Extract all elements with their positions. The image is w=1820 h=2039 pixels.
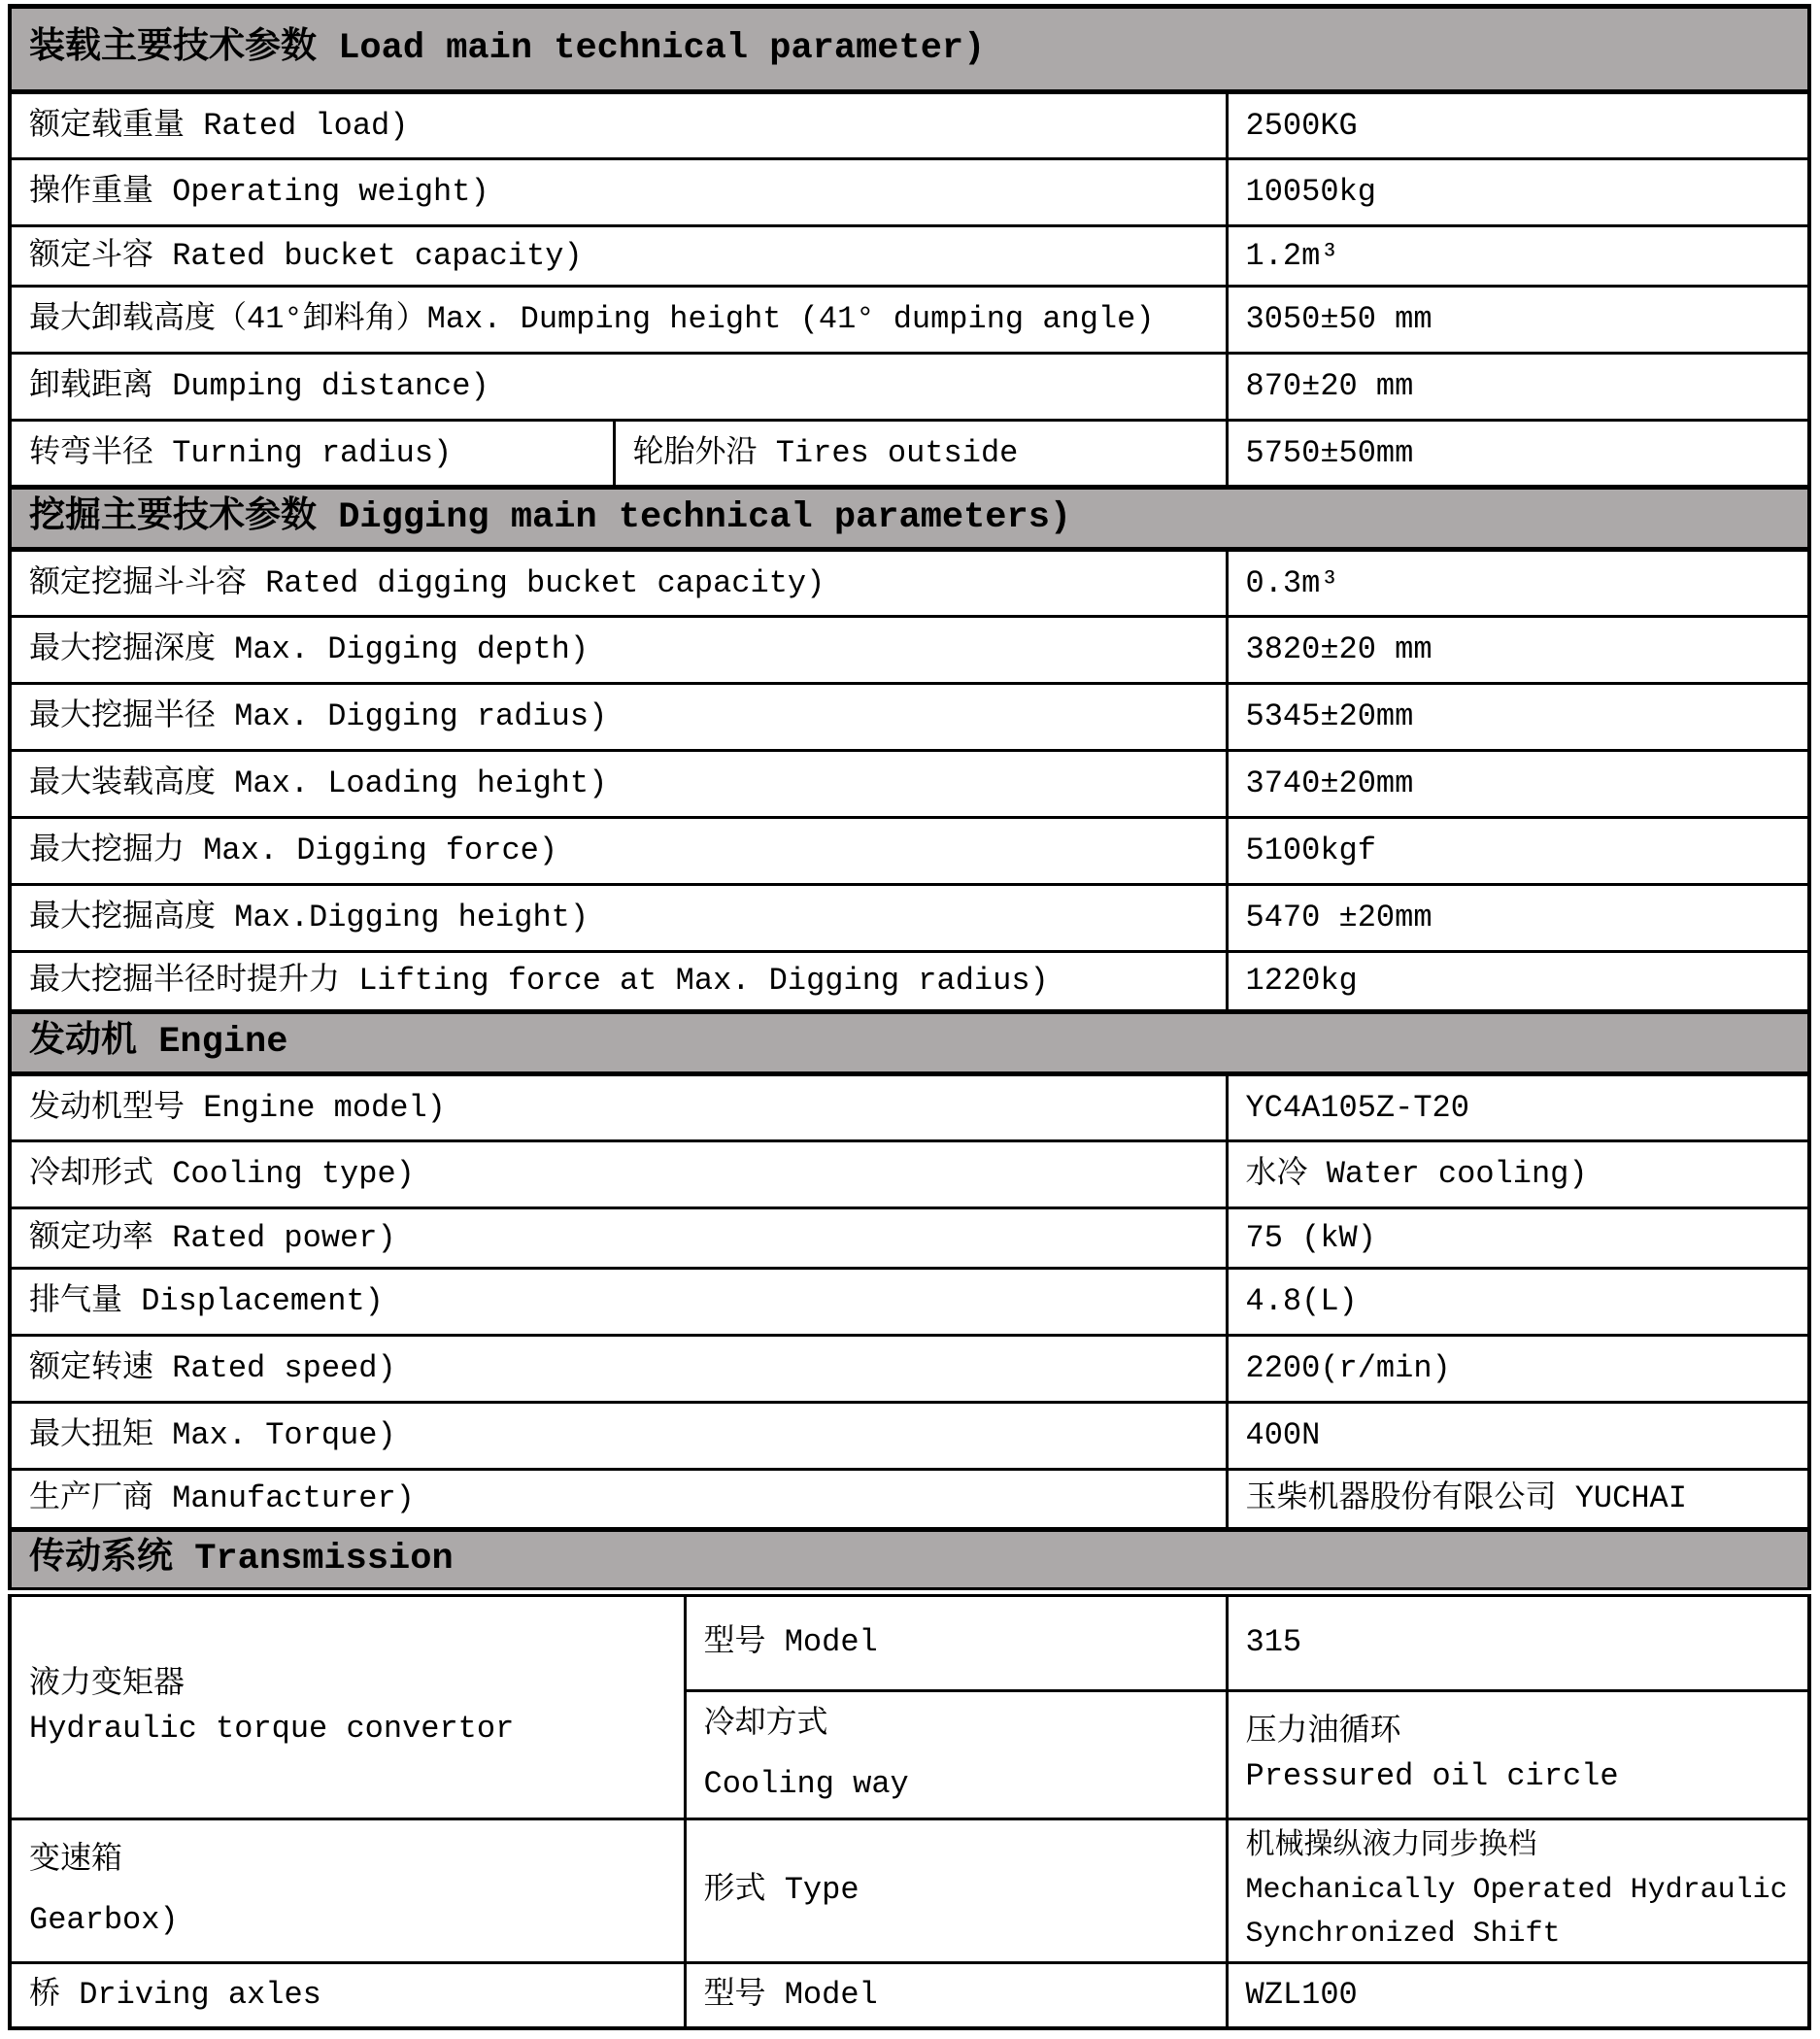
table-row-manufacturer bbox=[10, 1470, 1809, 1530]
row-label-max-digging-force: 最大挖掘力 Max. Digging force) bbox=[10, 818, 1227, 885]
row-value-max-digging-radius: 5345±20mm bbox=[1227, 684, 1809, 751]
row-value-manufacturer: 玉柴机器股份有限公司 YUCHAI bbox=[1227, 1470, 1809, 1530]
section-header-load: 装载主要技术参数 Load main technical parameter) bbox=[10, 7, 1809, 92]
table-row-rated-power bbox=[10, 1208, 1809, 1269]
row-value-max-digging-height: 5470 ±20mm bbox=[1227, 885, 1809, 952]
row-label-hydraulic-torque-convertor bbox=[10, 1592, 685, 1819]
row-value-rated-bucket-capacity: 1.2m³ bbox=[1227, 226, 1809, 287]
cooling-way-value-en: Pressured oil circle bbox=[1245, 1758, 1619, 1795]
row-value-cooling-type: 水冷 Water cooling) bbox=[1227, 1141, 1809, 1208]
row-value-turning-radius: 5750±50mm bbox=[1227, 421, 1809, 488]
row-label-rated-power: 额定功率 Rated power) bbox=[10, 1208, 1227, 1269]
torque-convertor-label-zh: 液力变矩器 bbox=[29, 1665, 185, 1702]
gearbox-label-zh: 变速箱 bbox=[29, 1841, 123, 1878]
section-row-transmission bbox=[10, 1530, 1809, 1592]
cooling-way-value-zh: 压力油循环 bbox=[1245, 1714, 1401, 1750]
table-row-displacement bbox=[10, 1269, 1809, 1336]
section-header-digging: 挖掘主要技术参数 Digging main technical parameters) bbox=[10, 488, 1809, 550]
row-label-dumping-distance: 卸载距离 Dumping distance) bbox=[10, 354, 1227, 421]
row-value-dumping-distance: 870±20 mm bbox=[1227, 354, 1809, 421]
table-row-cooling-type bbox=[10, 1141, 1809, 1208]
section-header-transmission: 传动系统 Transmission bbox=[10, 1530, 1809, 1592]
section-header-engine: 发动机 Engine bbox=[10, 1012, 1809, 1074]
section-row-load bbox=[10, 7, 1809, 92]
row-value-displacement: 4.8(L) bbox=[1227, 1269, 1809, 1336]
row-value-axle-model: WZL100 bbox=[1227, 1962, 1809, 2028]
table-row-max-digging-depth bbox=[10, 617, 1809, 684]
section-row-digging bbox=[10, 488, 1809, 550]
row-label-gearbox bbox=[10, 1818, 685, 1962]
row-label-manufacturer: 生产厂商 Manufacturer) bbox=[10, 1470, 1227, 1530]
row-label-operating-weight: 操作重量 Operating weight) bbox=[10, 159, 1227, 226]
table-row-gearbox bbox=[10, 1818, 1809, 1962]
table-row-rated-bucket-capacity bbox=[10, 226, 1809, 287]
table-row-torque-convertor-model bbox=[10, 1592, 1809, 1691]
row-label-displacement: 排气量 Displacement) bbox=[10, 1269, 1227, 1336]
row-label-rated-load: 额定载重量 Rated load) bbox=[10, 92, 1227, 159]
table-row-rated-speed bbox=[10, 1336, 1809, 1403]
table-row-max-dumping-height bbox=[10, 287, 1809, 354]
row-value-gearbox-type bbox=[1227, 1818, 1809, 1962]
row-sublabel-tires-outside: 轮胎外沿 Tires outside bbox=[614, 421, 1227, 488]
row-label-rated-digging-bucket: 额定挖掘斗斗容 Rated digging bucket capacity) bbox=[10, 550, 1227, 617]
row-value-max-digging-force: 5100kgf bbox=[1227, 818, 1809, 885]
gearbox-type-value-en-2: Synchronized Shift bbox=[1245, 1917, 1561, 1951]
row-label-max-loading-height: 最大装载高度 Max. Loading height) bbox=[10, 751, 1227, 818]
gearbox-type-value-zh: 机械操纵液力同步换档 bbox=[1245, 1829, 1537, 1863]
row-value-engine-model: YC4A105Z-T20 bbox=[1227, 1074, 1809, 1141]
table-row-max-torque bbox=[10, 1403, 1809, 1470]
row-sublabel-gearbox-type: 形式 Type bbox=[685, 1818, 1227, 1962]
row-sublabel-axle-model: 型号 Model bbox=[685, 1962, 1227, 2028]
row-label-cooling-type: 冷却形式 Cooling type) bbox=[10, 1141, 1227, 1208]
row-value-cooling-way bbox=[1227, 1691, 1809, 1819]
row-label-turning-radius: 转弯半径 Turning radius) bbox=[10, 421, 614, 488]
row-value-max-loading-height: 3740±20mm bbox=[1227, 751, 1809, 818]
cooling-way-label-en: Cooling way bbox=[703, 1766, 909, 1803]
table-row-max-digging-radius bbox=[10, 684, 1809, 751]
section-row-engine bbox=[10, 1012, 1809, 1074]
row-label-max-digging-radius: 最大挖掘半径 Max. Digging radius) bbox=[10, 684, 1227, 751]
row-value-lifting-force: 1220kg bbox=[1227, 952, 1809, 1012]
row-value-rated-load: 2500KG bbox=[1227, 92, 1809, 159]
table-row-rated-digging-bucket bbox=[10, 550, 1809, 617]
spec-table bbox=[8, 4, 1811, 2030]
row-value-rated-digging-bucket: 0.3m³ bbox=[1227, 550, 1809, 617]
table-row-dumping-distance bbox=[10, 354, 1809, 421]
row-value-max-torque: 400N bbox=[1227, 1403, 1809, 1470]
torque-convertor-label-en: Hydraulic torque convertor bbox=[29, 1711, 515, 1748]
row-value-rated-speed: 2200(r/min) bbox=[1227, 1336, 1809, 1403]
table-row-rated-load bbox=[10, 92, 1809, 159]
table-row-operating-weight bbox=[10, 159, 1809, 226]
row-sublabel-cooling-way bbox=[685, 1691, 1227, 1819]
row-label-max-dumping-height: 最大卸载高度（41°卸料角）Max. Dumping height (41° dumping angle) bbox=[10, 287, 1227, 354]
table-row-turning-radius bbox=[10, 421, 1809, 488]
row-label-rated-bucket-capacity: 额定斗容 Rated bucket capacity) bbox=[10, 226, 1227, 287]
row-value-max-dumping-height: 3050±50 mm bbox=[1227, 287, 1809, 354]
gearbox-type-value-en-1: Mechanically Operated Hydraulic bbox=[1245, 1873, 1788, 1907]
row-label-max-digging-depth: 最大挖掘深度 Max. Digging depth) bbox=[10, 617, 1227, 684]
table-row-lifting-force bbox=[10, 952, 1809, 1012]
row-label-lifting-force: 最大挖掘半径时提升力 Lifting force at Max. Digging radius) bbox=[10, 952, 1227, 1012]
row-label-driving-axles: 桥 Driving axles bbox=[10, 1962, 685, 2028]
row-label-max-digging-height: 最大挖掘高度 Max.Digging height) bbox=[10, 885, 1227, 952]
row-label-rated-speed: 额定转速 Rated speed) bbox=[10, 1336, 1227, 1403]
row-value-torque-convertor-model: 315 bbox=[1227, 1592, 1809, 1691]
table-row-max-digging-force bbox=[10, 818, 1809, 885]
table-row-engine-model bbox=[10, 1074, 1809, 1141]
row-value-operating-weight: 10050kg bbox=[1227, 159, 1809, 226]
row-value-max-digging-depth: 3820±20 mm bbox=[1227, 617, 1809, 684]
row-label-max-torque: 最大扭矩 Max. Torque) bbox=[10, 1403, 1227, 1470]
table-row-max-digging-height bbox=[10, 885, 1809, 952]
gearbox-label-en: Gearbox) bbox=[29, 1902, 179, 1939]
row-sublabel-torque-convertor-model: 型号 Model bbox=[685, 1592, 1227, 1691]
row-label-engine-model: 发动机型号 Engine model) bbox=[10, 1074, 1227, 1141]
row-value-rated-power: 75 (kW) bbox=[1227, 1208, 1809, 1269]
cooling-way-label-zh: 冷却方式 bbox=[703, 1706, 828, 1742]
table-row-driving-axles bbox=[10, 1962, 1809, 2028]
table-row-max-loading-height bbox=[10, 751, 1809, 818]
